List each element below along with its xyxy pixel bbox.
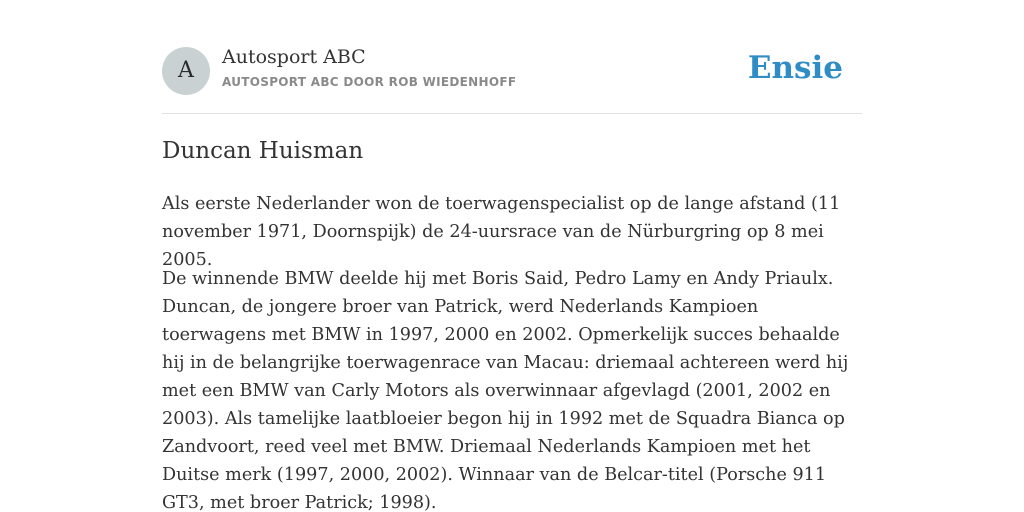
- article-paragraph-2: De winnende BMW deelde hij met Boris Said, Pedro Lamy en Andy Priaulx. Duncan, de jongere broer van Patrick, werd Nederlands Kampioen toerwagens met BMW in 1997, 2000 en 2002. Opmerkelijk succes behaalde hij in de belangrijke toerwagenrace van Macau: driemaal achtereen werd hij met een BMW van Carly Motors als overwinnaar afgevlagd (2001, 2002 en 2003). Als tamelijke laatbloeier begon hij in 1992 met de Squadra Bianca op Zandvoort, reed veel met BMW. Driemaal Nederlands Kampioen met het Duitse merk (1997, 2000, 2002). Winnaar van de Belcar-titel (Porsche 911 GT3, met broer Patrick; 1998).: [162, 269, 849, 512]
- source-name-link[interactable]: Autosport ABC: [222, 46, 366, 68]
- header: [162, 0, 862, 114]
- avatar[interactable]: A: [162, 47, 210, 95]
- source-subtitle: AUTOSPORT ABC DOOR ROB WIEDENHOFF: [222, 75, 517, 89]
- article-title: Duncan Huisman: [162, 138, 364, 164]
- article-paragraph-1: Als eerste Nederlander won de toerwagenspecialist op de lange afstand (11 november 1971, Doornspijk) de 24-uursrace van de Nürburgring op 8 mei 2005.: [162, 194, 841, 270]
- content-column: [162, 0, 862, 512]
- ensie-logo-link[interactable]: Ensie: [747, 50, 843, 86]
